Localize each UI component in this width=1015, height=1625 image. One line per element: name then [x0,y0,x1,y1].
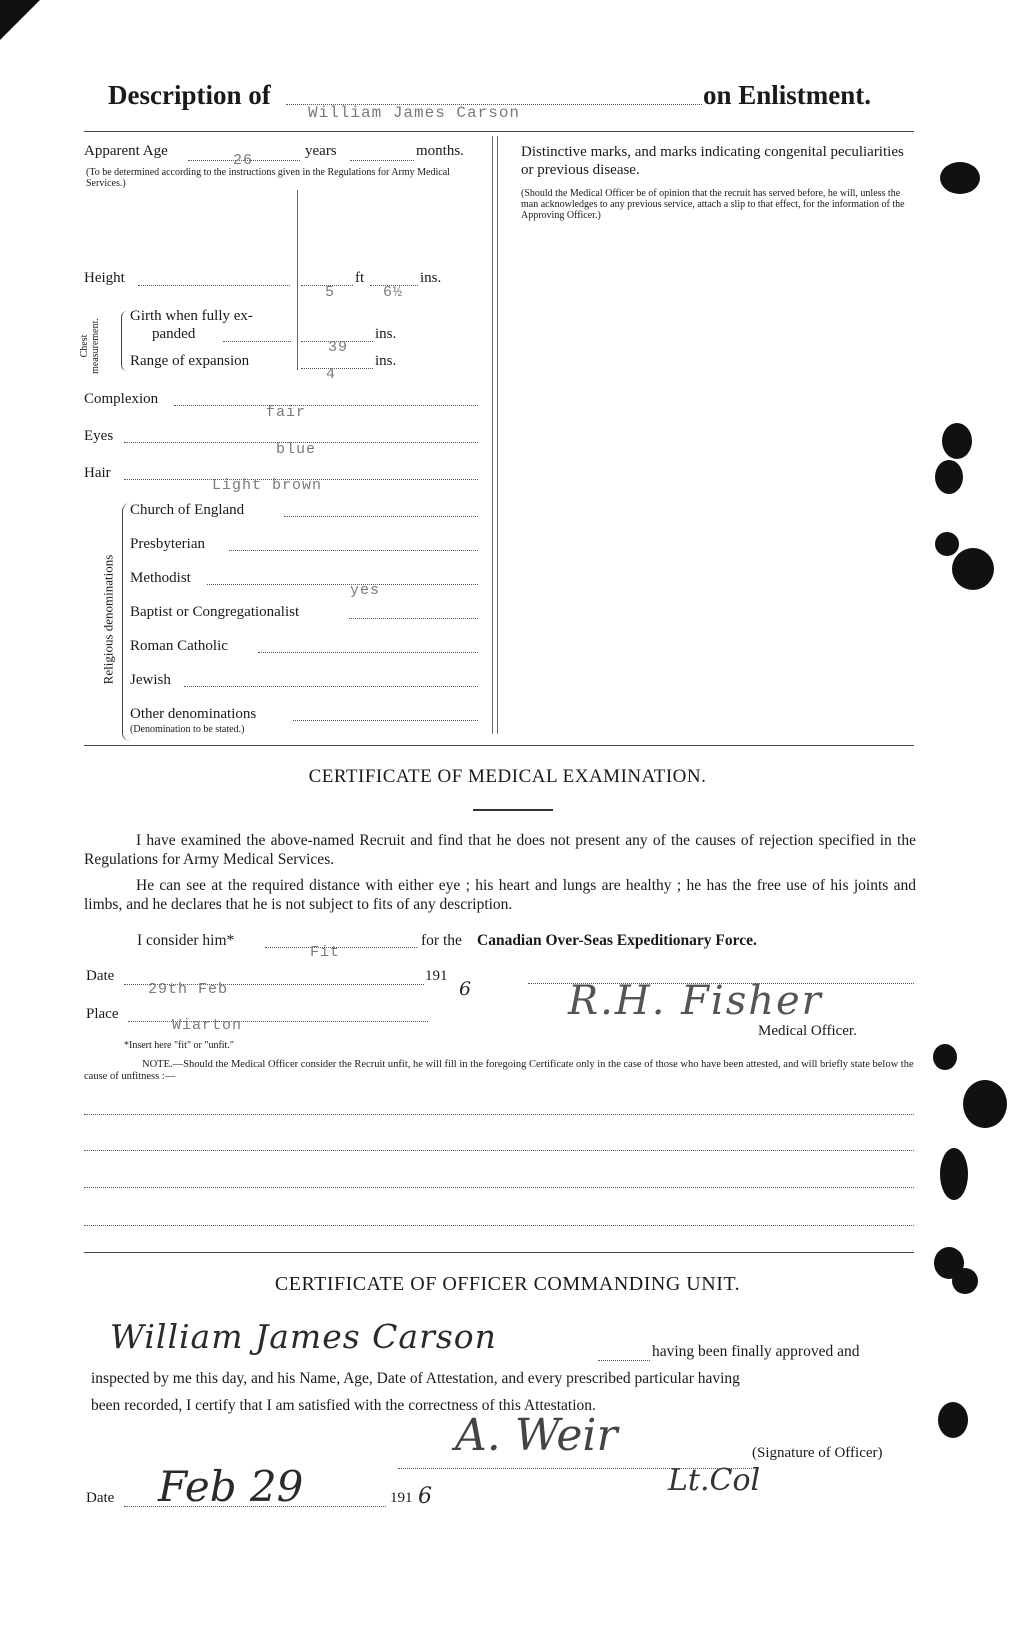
commanding-text-3: been recorded, I certify that I am satisfied with the correctness of this Attestation. [91,1397,596,1414]
religion-other-label: Other denominations [130,706,257,722]
medical-date-value: 29th Feb [148,981,229,998]
medical-paragraph-1: I have examined the above-named Recruit and find that he does not present any of the causes of rejection specified in the Regulations for Army Medical Services. [84,832,916,868]
ink-blot [963,1080,1007,1128]
unfitness-line-4 [84,1225,914,1226]
commanding-date-label: Date [86,1490,115,1506]
religion-church-of-england-label: Church of England [130,502,245,518]
medical-year-prefix: 191 [425,968,448,984]
ink-blot [933,1044,957,1070]
commanding-certificate-title: CERTIFICATE OF OFFICER COMMANDING UNIT. [274,1273,741,1295]
ink-blot [952,1268,978,1294]
religion-side-label: Religious denominations [100,554,116,685]
range-of-expansion-label: Range of expansion [130,353,250,369]
complexion-value: fair [266,404,307,421]
medical-year-value: 6 [459,978,472,1000]
column-divider [492,136,493,734]
medical-certificate-title: CERTIFICATE OF MEDICAL EXAMINATION. [308,766,707,787]
form-heading-left: Description of [108,80,271,110]
consider-prefix: I consider him* [137,932,235,949]
place-label: Place [86,1006,119,1022]
height-ft-label: ft [355,270,365,286]
ink-blot [938,1402,968,1438]
ink-blot [940,162,980,194]
recruit-signature: William James Carson [110,1317,497,1356]
age-instructions-note: (To be determined according to the instructions given in the Regulations for Army Medical Services.) [86,167,450,189]
apparent-age-label: Apparent Age [84,143,168,159]
commanding-text-1: having been finally approved and [652,1343,860,1360]
girth-ins-label: ins. [375,326,397,342]
unfitness-note: NOTE.—Should the Medical Officer consider the Recruit unfit, he will fill in the foregoing Certificate only in the case of those who have been attested, and will briefly state below the cause of unfitness :— [84,1059,914,1082]
years-label: years [305,143,337,159]
months-label: months. [416,143,464,159]
insert-fit-note: *Insert here "fit" or "unfit." [124,1040,234,1051]
chest-measurement-side-label: Chest measurement. [79,318,101,374]
measurement-column-line [297,190,298,370]
ink-blot [940,1148,968,1200]
unfitness-line-3 [84,1187,914,1188]
height-ins-label: ins. [420,270,442,286]
religion-baptist-label: Baptist or Congregationalist [130,604,300,620]
place-value: Wiarton [172,1017,243,1034]
girth-value: 39 [328,339,349,356]
officer-signature-label: (Signature of Officer) [752,1445,883,1461]
ink-blot [935,460,963,494]
expeditionary-force-label: Canadian Over-Seas Expeditionary Force. [477,932,757,949]
hair-label: Hair [84,465,111,481]
form-heading-right: on Enlistment. [703,80,872,110]
commanding-year-prefix: 191 [390,1490,413,1506]
ink-blot [942,423,972,459]
religion-roman-catholic-label: Roman Catholic [130,638,228,654]
consider-suffix: for the [421,932,462,949]
height-label: Height [84,270,125,286]
distinctive-marks-title: Distinctive marks, and marks indicating congenital peculiarities or previous disease. [521,144,904,178]
eyes-value: blue [276,441,317,458]
commanding-date-value: Feb 29 [158,1462,304,1511]
recruit-name-value: William James Carson [308,104,521,122]
religion-methodist-label: Methodist [130,570,191,586]
height-ft-value: 5 [325,284,336,301]
apparent-age-value: 26 [233,152,254,169]
officer-rank: Lt.Col [668,1463,761,1498]
distinctive-marks-note: (Should the Medical Officer be of opinion that the recruit has served before, he will, unless the man acknowledges to any previous service, attach a slip to that effect, for the information of the Approving Officer.) [521,188,905,221]
religion-jewish-label: Jewish [130,672,171,688]
unfitness-line-2 [84,1150,914,1151]
corner-shadow [0,0,40,40]
commanding-year-value: 6 [418,1484,432,1509]
top-rule [84,131,914,132]
section-rule-1 [84,745,914,746]
girth-label-1: Girth when fully ex- [130,308,253,324]
range-value: 4 [326,366,337,383]
medical-officer-label: Medical Officer. [758,1023,857,1039]
hair-value: Light brown [212,477,323,494]
medical-officer-signature: R.H. Fisher [568,978,823,1024]
section-rule-2 [84,1252,914,1253]
unfitness-line-1 [84,1114,914,1115]
medical-date-label: Date [86,968,115,984]
officer-signature: A. Weir [455,1410,618,1461]
eyes-label: Eyes [84,428,114,444]
ink-blot [952,548,994,590]
height-ins-value: 6½ [383,284,404,301]
girth-label-2: panded [152,326,196,342]
medical-paragraph-2: He can see at the required distance with either eye ; his heart and lungs are healthy ; he has the free use of his joints and limbs, and he declares that he is not subject to fits of any description. [84,877,916,913]
religion-other-note: (Denomination to be stated.) [130,724,245,735]
commanding-text-2: inspected by me this day, and his Name, Age, Date of Attestation, and every prescribed particular having [91,1370,740,1387]
ink-blot [935,532,959,556]
religion-presbyterian-label: Presbyterian [130,536,205,552]
complexion-label: Complexion [84,391,159,407]
range-ins-label: ins. [375,353,397,369]
fitness-value: Fit [310,944,341,961]
religion-methodist-value: yes [350,582,381,599]
